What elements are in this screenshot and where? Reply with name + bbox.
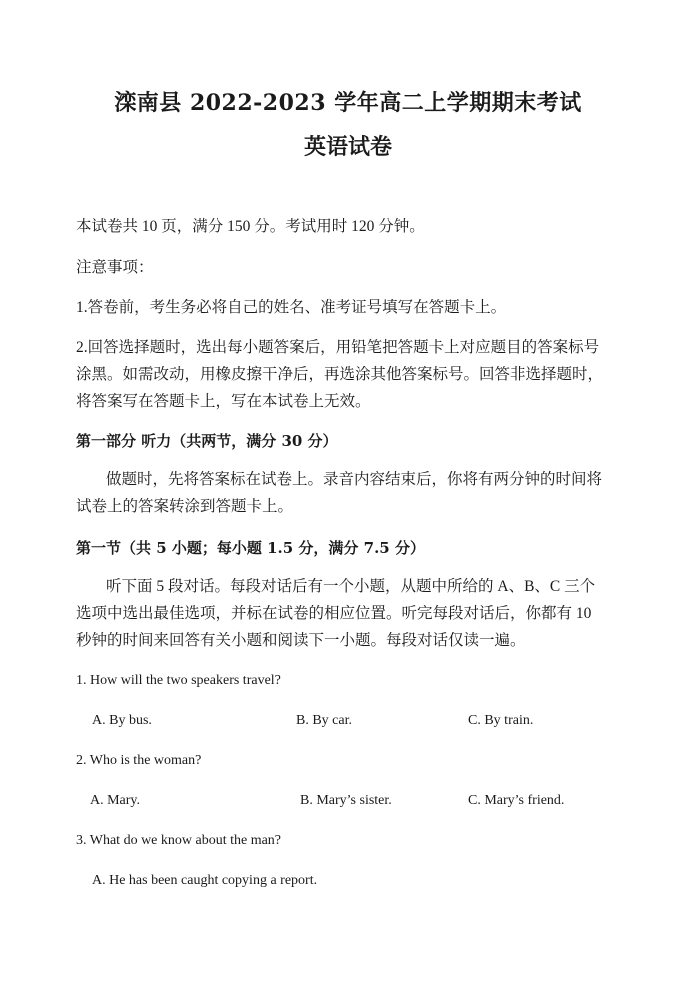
- question-1-stem: 1. How will the two speakers travel?: [76, 673, 281, 688]
- exam-summary: 本试卷共 10 页，满分 150 分。考试用时 120 分钟。: [76, 218, 425, 235]
- question-2-stem: 2. Who is the woman?: [76, 753, 202, 768]
- exam-title: 滦南县 2022-2023 学年高二上学期期末考试: [114, 90, 582, 116]
- question-3-stem: 3. What do we know about the man?: [76, 833, 282, 848]
- question-3-option-a: A. He has been caught copying a report.: [92, 873, 318, 888]
- question-1-option-a: A. By bus.: [92, 713, 152, 728]
- section1-instruction-line-1: 听下面 5 段对话。每段对话后有一个小题，从题中所给的 A、B、C 三个: [106, 578, 596, 595]
- notice-item-2-line-2: 涂黑。如需改动，用橡皮擦干净后，再选涂其他答案标号。回答非选择题时，: [76, 366, 604, 383]
- part1-heading: 第一部分 听力（共两节，满分 30 分）: [76, 432, 338, 450]
- question-2-option-b: B. Mary’s sister.: [300, 793, 392, 808]
- notice-item-2-line-3: 将答案写在答题卡上，写在本试卷上无效。: [76, 393, 371, 410]
- section1-instruction-line-2: 选项中选出最佳选项，并标在试卷的相应位置。听完每段对话后，你都有 10: [76, 605, 592, 622]
- part1-instruction-line-1: 做题时，先将答案标在试卷上。录音内容结束后，你将有两分钟的时间将: [106, 471, 603, 488]
- notice-item-2-line-1: 2.回答选择题时，选出每小题答案后，用铅笔把答题卡上对应题目的答案标号: [76, 339, 600, 356]
- part1-instruction-line-2: 试卷上的答案转涂到答题卡上。: [76, 498, 294, 515]
- question-2-option-c: C. Mary’s friend.: [468, 793, 565, 808]
- section1-heading: 第一节（共 5 小题；每小题 1.5 分，满分 7.5 分）: [76, 539, 425, 557]
- question-2-option-a: A. Mary.: [90, 793, 141, 808]
- exam-subtitle: 英语试卷: [303, 134, 392, 160]
- question-1-option-c: C. By train.: [468, 713, 534, 728]
- question-1-option-b: B. By car.: [296, 713, 352, 728]
- section1-instruction-line-3: 秒钟的时间来回答有关小题和阅读下一小题。每段对话仅读一遍。: [76, 632, 526, 649]
- notice-item-1: 1.答卷前，考生务必将自己的姓名、准考证号填写在答题卡上。: [76, 299, 507, 316]
- notice-heading: 注意事项：: [76, 259, 154, 276]
